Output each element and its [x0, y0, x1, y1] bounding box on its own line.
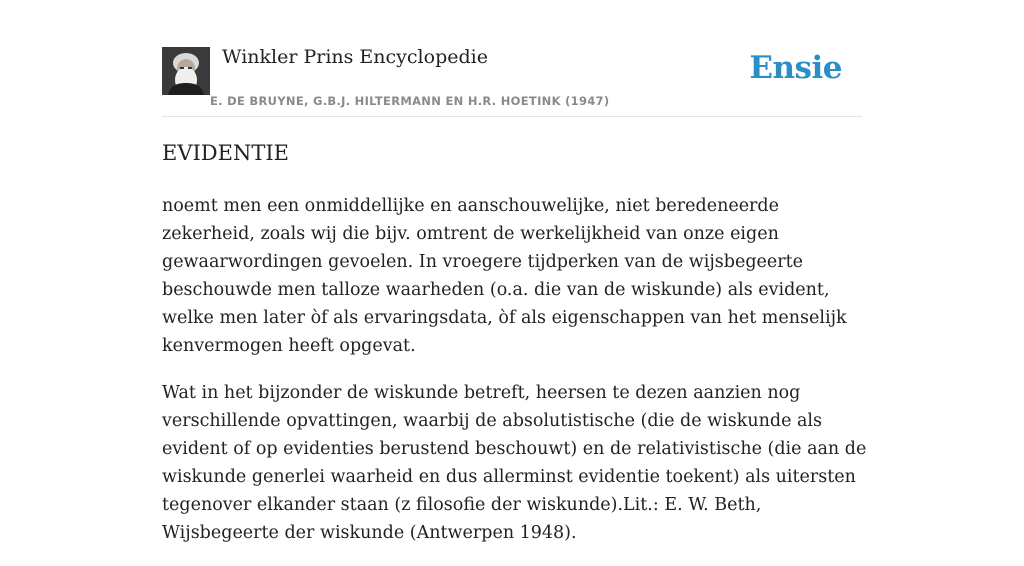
- page-title: EVIDENTIE: [162, 141, 289, 165]
- paragraph: noemt men een onmiddellijke en aanschouwelijke, niet beredeneerde zekerheid, zoals wij die bijv. omtrent de werkelijkheid van onze eigen gewaarwordingen gevoelen. In vroegere tijdperken van de wijsbegeerte beschouwde men talloze waarheden (o.a. die van de wiskunde) als evident, welke men later òf als ervaringsdata, òf als eigenschappen van het menselijk kenvermogen heeft opgevat.: [162, 196, 847, 356]
- header: [162, 0, 862, 117]
- entry-body: [162, 192, 867, 566]
- site-title[interactable]: Winkler Prins Encyclopedie: [222, 46, 488, 68]
- page: [162, 0, 867, 543]
- portrait-icon: [162, 47, 210, 95]
- authors: E. DE BRUYNE, G.B.J. HILTERMANN EN H.R. HOETINK (1947): [210, 94, 610, 108]
- paragraph: Wat in het bijzonder de wiskunde betreft, heersen te dezen aanzien nog verschillende opvattingen, waarbij de absolutistische (die de wiskunde als evident of op evidenties berustend beschouwt) en de relativistische (die aan de wiskunde generlei waarheid en dus allerminst evidentie toekent) als uitersten tegenover elkander staan (z filosofie der wiskunde).Lit.: E. W. Beth, Wijsbegeerte der wiskunde (Antwerpen 1948).: [162, 383, 867, 543]
- avatar[interactable]: [162, 47, 210, 95]
- brand-logo[interactable]: Ensie: [749, 50, 842, 86]
